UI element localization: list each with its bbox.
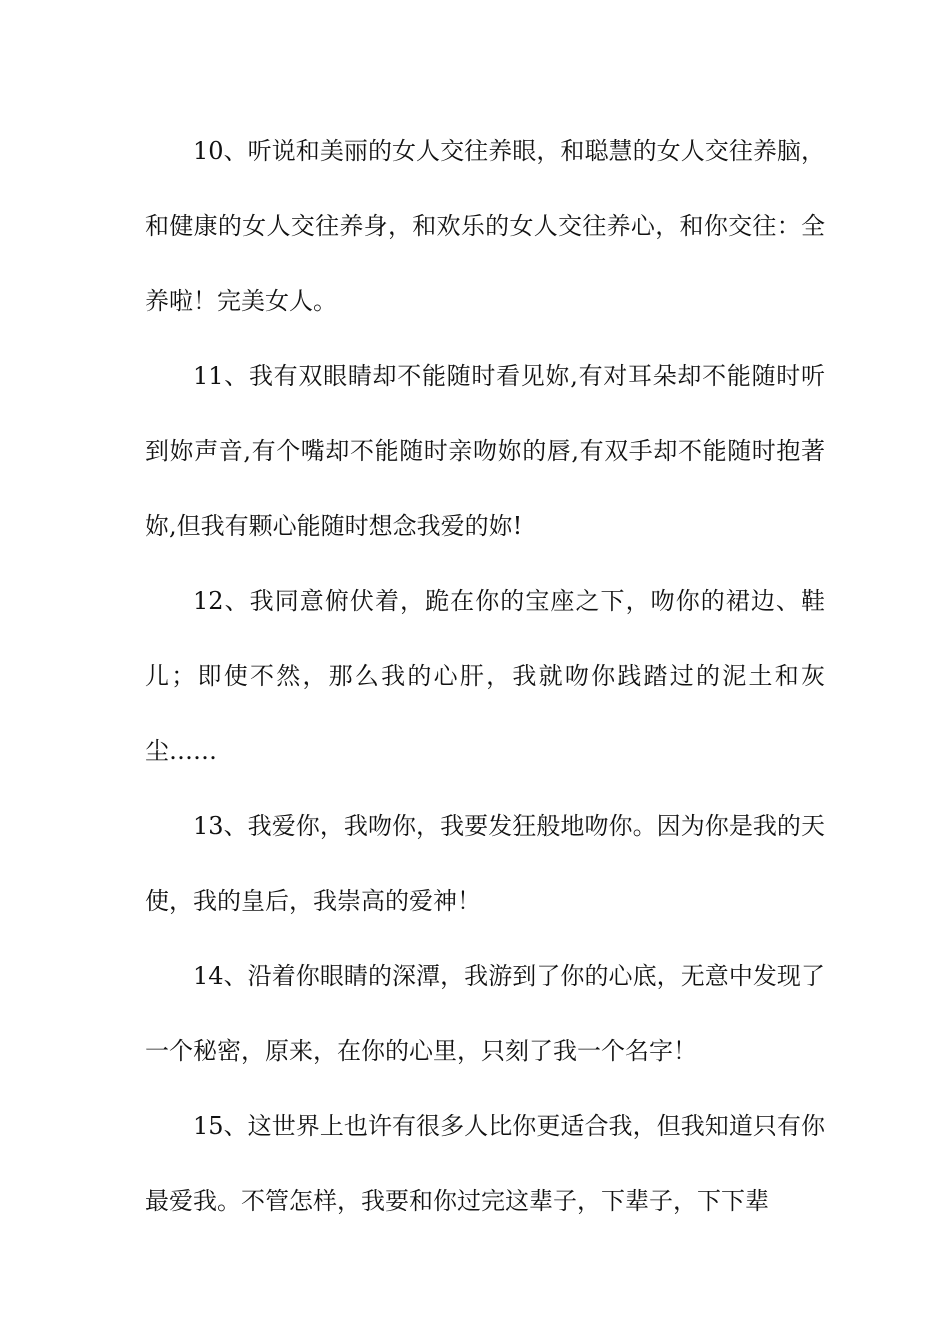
paragraph-14: 14、沿着你眼睛的深潭，我游到了你的心底，无意中发现了一个秘密，原来，在你的心里，只刻了我一个名字！ xyxy=(145,962,825,1065)
paragraph-11: 11、我有双眼睛却不能随时看见妳,有对耳朵却不能随时听到妳声音,有个嘴却不能随时亲吻妳的唇,有双手却不能随时抱著妳,但我有颗心能随时想念我爱的妳! xyxy=(145,362,825,540)
document-body xyxy=(145,114,825,1239)
paragraph-13: 13、我爱你，我吻你，我要发狂般地吻你。因为你是我的天使，我的皇后，我崇高的爱神！ xyxy=(145,812,825,915)
paragraph-10: 10、听说和美丽的女人交往养眼，和聪慧的女人交往养脑，和健康的女人交往养身，和欢乐的女人交往养心，和你交往：全养啦！完美女人。 xyxy=(145,137,825,315)
paragraph-15: 15、这世界上也许有很多人比你更适合我，但我知道只有你最爱我。不管怎样，我要和你过完这辈子，下辈子，下下辈 xyxy=(145,1112,825,1215)
paragraph-12: 12、我同意俯伏着，跪在你的宝座之下，吻你的裙边、鞋儿；即使不然，那么我的心肝，我就吻你践踏过的泥土和灰尘…… xyxy=(145,587,825,765)
